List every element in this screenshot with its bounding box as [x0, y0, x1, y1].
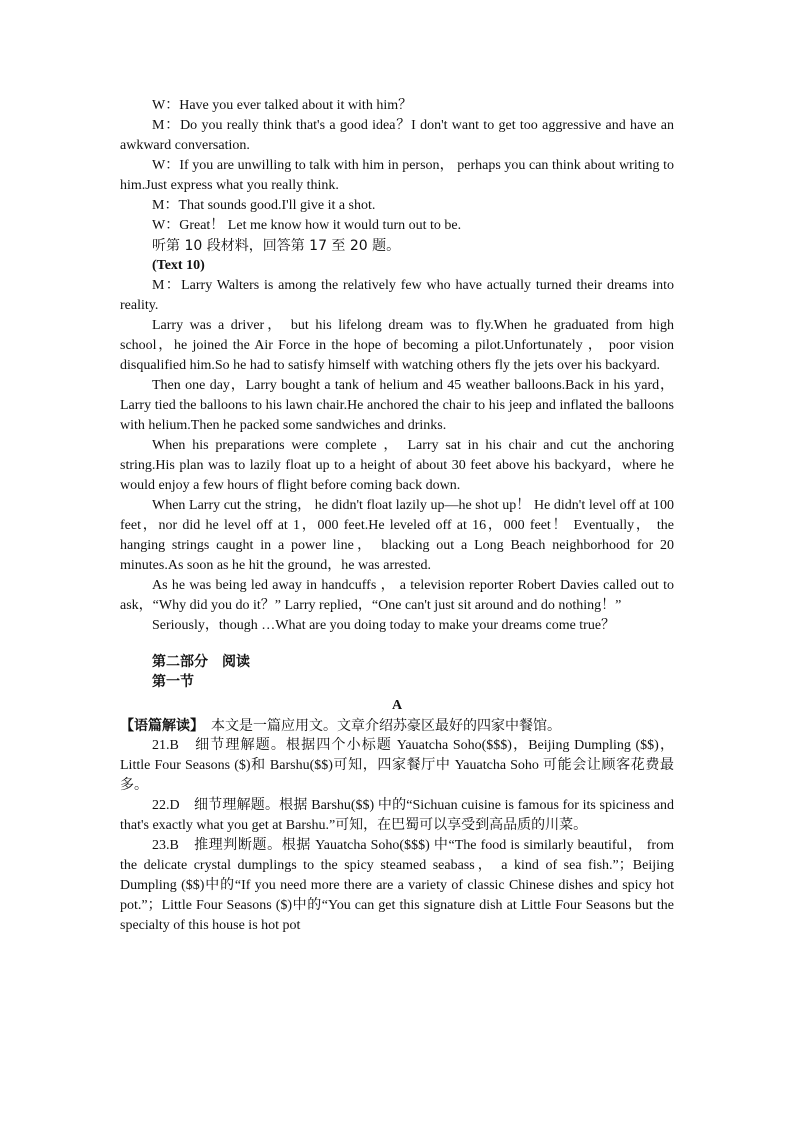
passage-letter: A	[391, 698, 403, 713]
answer-explanation: 23.B 推理判断题。根据 Yauatcha Soho($$$) 中“The food is similarly beautiful， from the delicate crystal dumplings to the spicy steamed seabass， a kind of sea fish.”；Beijing Dumpling ($$)中的“If you need more there are a variety of classic Chinese dishes and spicy hot pot.”；Little Four Seasons ($)中的“You can get this signature dish at Little Four Seasons but the specialty of this house is hot pot	[120, 838, 674, 933]
dialog-line: W：Have you ever talked about it with him？	[152, 98, 413, 113]
passage-summary	[120, 716, 674, 736]
transcript-paragraph: When his preparations were complete ， Larry sat in his chair and cut the anchoring string.His plan was to lazily float up to a height of about 30 feet above his backyard，where he would enjoy a few hours of flight before coming back down.	[120, 438, 674, 493]
section-title: 第一节	[152, 674, 194, 690]
text-label: (Text 10)	[152, 258, 205, 273]
transcript-paragraph: When Larry cut the string， he didn't float lazily up—he shot up！ He didn't level off at 100 feet，nor did he level off at 1，000 feet.He leveled off at 16，000 feet！ Eventually， the hanging strings caught in a power line， blacking out a Long Beach neighborhood for 20 minutes.As soon as he hit the ground，he was arrested.	[120, 498, 674, 573]
summary-label: 【语篇解读】	[120, 718, 197, 734]
listening-instruction: 听第 10 段材料，回答第 17 至 20 题。	[152, 238, 401, 254]
spacer	[120, 636, 674, 652]
answer-explanation: 22.D 细节理解题。根据 Barshu($$) 中的“Sichuan cuisine is famous for its spiciness and that's exactly what you get at Barshu.”可知，在巴蜀可以享受到高品质的川菜。	[120, 798, 674, 833]
dialog-line: M：Do you really think that's a good idea？I don't want to get too aggressive and have an awkward conversation.	[120, 118, 674, 153]
transcript-paragraph: As he was being led away in handcuffs ， a television reporter Robert Davies called out to ask，“Why did you do it？” Larry replied，“One can't just sit around and do nothing！”	[120, 578, 674, 613]
part-title: 第二部分 阅读	[152, 654, 250, 670]
transcript-paragraph: Larry was a driver， but his lifelong dream was to fly.When he graduated from high school，he joined the Air Force in the hope of becoming a pilot.Unfortunately ， poor vision disqualified him.So he had to satisfy himself with watching others fly the jets over his backyard.	[120, 318, 674, 373]
dialog-line: W：If you are unwilling to talk with him in person， perhaps you can think about writing to him.Just express what you really think.	[120, 158, 674, 193]
transcript-paragraph: M：Larry Walters is among the relatively few who have actually turned their dreams into reality.	[120, 278, 674, 313]
dialog-line: M：That sounds good.I'll give it a shot.	[152, 198, 376, 213]
dialog-line: W：Great！ Let me know how it would turn out to be.	[152, 218, 462, 233]
transcript-paragraph: Then one day，Larry bought a tank of helium and 45 weather balloons.Back in his yard，Larry tied the balloons to his lawn chair.He anchored the chair to his jeep and inflated the balloons with helium.Then he packed some sandwiches and drinks.	[120, 378, 674, 433]
transcript-paragraph: Seriously，though …What are you doing today to make your dreams come true？	[152, 618, 616, 633]
answer-explanation: 21.B 细节理解题。根据四个小标题 Yauatcha Soho($$$)，Beijing Dumpling ($$)，Little Four Seasons ($)和 Barshu($$)可知，四家餐厅中 Yauatcha Soho 可能会让顾客花费最多。	[120, 738, 674, 793]
document-page	[120, 96, 674, 936]
summary-text: 本文是一篇应用文。文章介绍苏豪区最好的四家中餐馆。	[197, 718, 561, 734]
